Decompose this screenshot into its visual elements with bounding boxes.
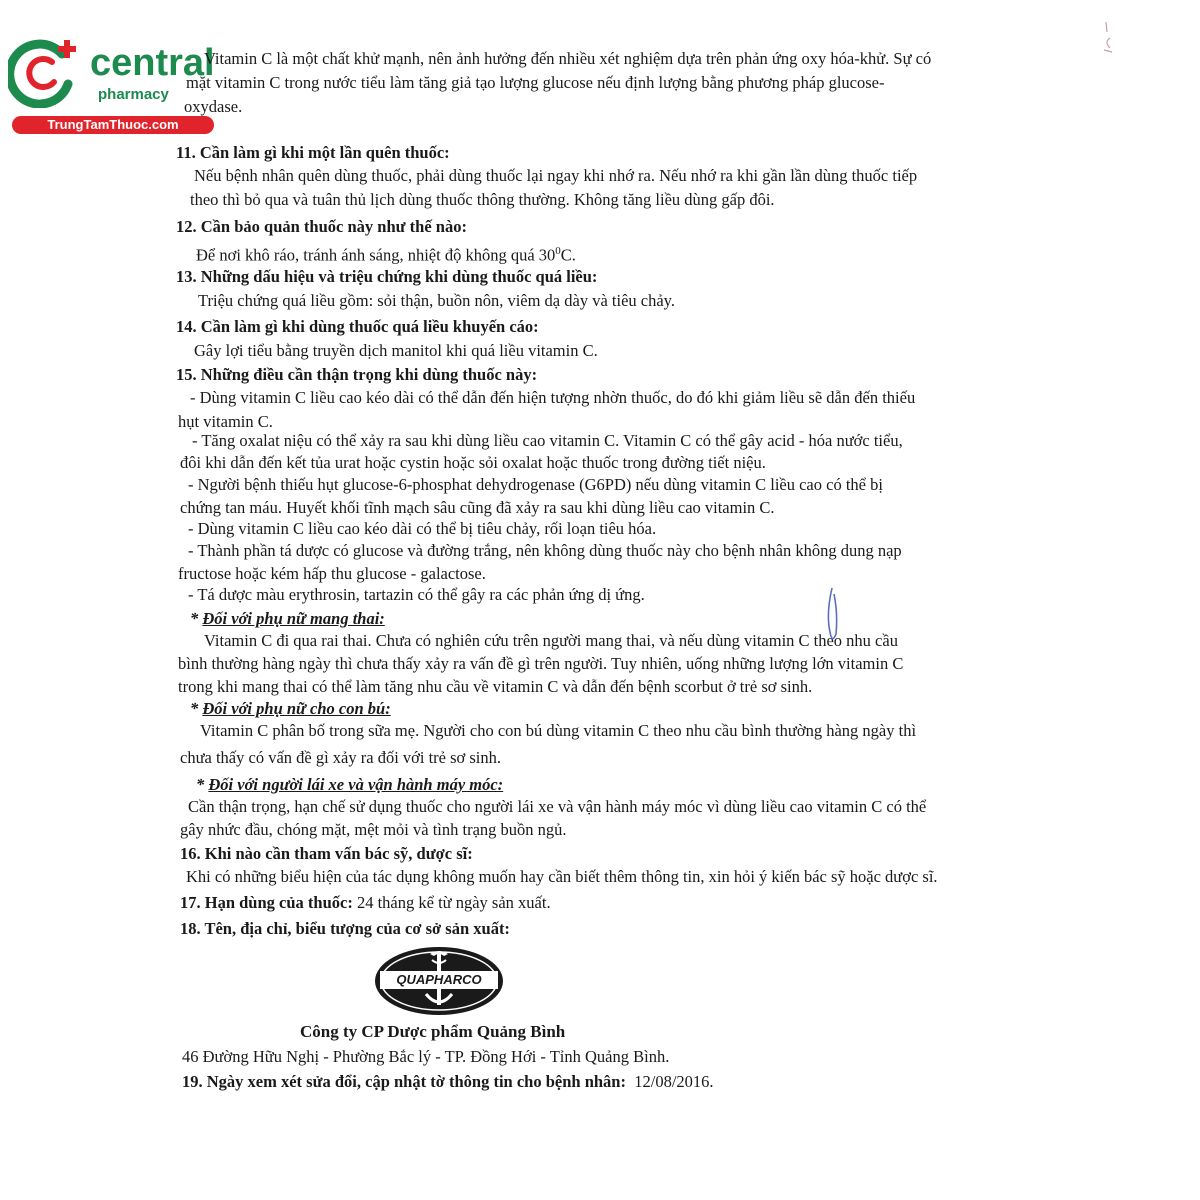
- nursing-subheading: * Đối với phụ nữ cho con bú:: [190, 699, 391, 718]
- nursing-text: chưa thấy có vấn đề gì xảy ra đối với trẻ sơ sinh.: [180, 748, 502, 767]
- section-17-heading: 17. Hạn dùng của thuốc:: [180, 893, 353, 912]
- section-11-text: theo thì bỏ qua và tuân thủ lịch dùng thuốc thông thường. Không tăng liều dùng gấp đôi.: [190, 190, 775, 209]
- pregnant-subheading: * Đối với phụ nữ mang thai:: [190, 609, 385, 628]
- section-16-heading: 16. Khi nào cần tham vấn bác sỹ, dược sĩ:: [180, 844, 473, 863]
- quapharco-emblem: [372, 944, 506, 1018]
- section-15-bullet: đôi khi dẫn đến kết tủa urat hoặc cystin hoặc sỏi oxalat hoặc thuốc trong đường tiết niệu.: [180, 453, 766, 472]
- margin-mark: [1098, 18, 1118, 58]
- pregnant-text: Vitamin C đi qua rai thai. Chưa có nghiên cứu trên người mang thai, và nếu dùng vitamin C theo nhu cầu: [204, 631, 898, 650]
- section-12-text: [196, 240, 576, 267]
- section-13-heading: 13. Những dấu hiệu và triệu chứng khi dùng thuốc quá liều:: [176, 267, 598, 286]
- section-12-heading: 12. Cần bảo quản thuốc này như thế nào:: [176, 217, 467, 236]
- section-15-bullet: - Tăng oxalat niệu có thể xảy ra sau khi dùng liều cao vitamin C. Vitamin C có thể gây acid - hóa nước tiểu,: [192, 431, 903, 450]
- signature-mark: [818, 584, 848, 654]
- pregnant-text: bình thường hàng ngày thì chưa thấy xảy ra vấn đề gì trên người. Tuy nhiên, uống những lượng lớn vitamin C: [178, 654, 904, 673]
- pregnant-subheading-text: Đối với phụ nữ mang thai:: [202, 609, 385, 628]
- section-19: [182, 1071, 714, 1093]
- section-15-bullet: hụt vitamin C.: [178, 412, 273, 431]
- logo-subtitle: pharmacy: [98, 86, 169, 103]
- drivers-text: gây nhức đầu, chóng mặt, mệt mỏi và tình trạng buồn ngủ.: [180, 820, 567, 839]
- section-19-date: 12/08/2016.: [634, 1072, 714, 1091]
- section-18-heading: 18. Tên, địa chỉ, biểu tượng của cơ sở sản xuất:: [180, 919, 510, 938]
- drivers-subheading-text: Đối với người lái xe và vận hành máy móc:: [208, 775, 504, 794]
- section-15-bullet: - Dùng vitamin C liều cao kéo dài có thể dẫn đến hiện tượng nhờn thuốc, do đó khi giảm liều sẽ dẫn đến thiếu: [190, 388, 916, 407]
- section-11-text: Nếu bệnh nhân quên dùng thuốc, phải dùng thuốc lại ngay khi nhớ ra. Nếu nhớ ra khi gần lần dùng thuốc tiếp: [194, 166, 918, 185]
- section-17: [180, 892, 551, 914]
- section-15-bullet: chứng tan máu. Huyết khối tĩnh mạch sâu cũng đã xảy ra sau khi dùng liều cao vitamin C.: [180, 498, 775, 517]
- section-11-heading: 11. Cần làm gì khi một lần quên thuốc:: [176, 143, 450, 162]
- section-15-bullet: - Tá dược màu erythrosin, tartazin có thể gây ra các phản ứng dị ứng.: [188, 585, 645, 604]
- section-15-bullet: - Thành phần tá dược có glucose và đường trắng, nên không dùng thuốc này cho bệnh nhân không dung nạp: [188, 541, 902, 560]
- section-19-heading: 19. Ngày xem xét sửa đổi, cập nhật tờ thông tin cho bệnh nhân:: [182, 1072, 626, 1091]
- section-13-text: Triệu chứng quá liều gồm: sỏi thận, buồn nôn, viêm dạ dày và tiêu chảy.: [198, 291, 675, 310]
- section-14-heading: 14. Cần làm gì khi dùng thuốc quá liều khuyến cáo:: [176, 317, 539, 336]
- section-15-bullet: fructose hoặc kém hấp thu glucose - galactose.: [178, 564, 486, 583]
- pregnant-text: trong khi mang thai có thể làm tăng nhu cầu về vitamin C và dẫn đến bệnh scorbut ở trẻ sơ sinh.: [178, 677, 813, 696]
- logo-site-link[interactable]: TrungTamThuoc.com: [12, 116, 214, 134]
- section-15-heading: 15. Những điều cần thận trọng khi dùng thuốc này:: [176, 365, 538, 384]
- section-15-bullet: - Người bệnh thiếu hụt glucose-6-phosphat dehydrogenase (G6PD) nếu dùng vitamin C liều cao có thể bị: [188, 475, 883, 494]
- company-name: Công ty CP Dược phẩm Quảng Bình: [300, 1022, 566, 1041]
- pharmacy-cross-icon: [8, 36, 88, 108]
- logo-wordmark: central: [90, 42, 215, 84]
- intro-line: Vitamin C là một chất khử mạnh, nên ảnh hưởng đến nhiều xét nghiệm dựa trên phản ứng oxy hóa-khử. Sự có: [204, 49, 932, 68]
- section-14-text: Gây lợi tiểu bằng truyền dịch manitol khi quá liều vitamin C.: [194, 341, 598, 360]
- drivers-subheading: * Đối với người lái xe và vận hành máy móc:: [196, 775, 504, 794]
- section-15-bullet: - Dùng vitamin C liều cao kéo dài có thể bị tiêu chảy, rối loạn tiêu hóa.: [188, 519, 657, 538]
- temperature-degree: 0: [555, 245, 561, 257]
- section-16-text: Khi có những biểu hiện của tác dụng không muốn hay cần biết thêm thông tin, xin hỏi ý kiến bác sỹ hoặc dược sĩ.: [186, 867, 938, 886]
- intro-line: oxydase.: [184, 97, 243, 116]
- section-17-text: 24 tháng kể từ ngày sản xuất.: [356, 893, 551, 912]
- temperature-unit: C.: [560, 245, 576, 265]
- nursing-subheading-text: Đối với phụ nữ cho con bú:: [202, 699, 391, 718]
- nursing-text: Vitamin C phân bố trong sữa mẹ. Người cho con bú dùng vitamin C theo nhu cầu bình thường hàng ngày thì: [200, 721, 917, 740]
- drivers-text: Cần thận trọng, hạn chế sử dụng thuốc cho người lái xe và vận hành máy móc vì dùng liều cao vitamin C có thể: [188, 797, 927, 816]
- emblem-label: QUAPHARCO: [396, 972, 482, 987]
- company-address: 46 Đường Hữu Nghị - Phường Bắc lý - TP. Đồng Hới - Tỉnh Quảng Bình.: [182, 1047, 670, 1066]
- intro-line: mặt vitamin C trong nước tiểu làm tăng giả tạo lượng glucose nếu định lượng bằng phương pháp glucose-: [186, 73, 885, 92]
- storage-text: Để nơi khô ráo, tránh ánh sáng, nhiệt độ không quá 30: [196, 245, 556, 265]
